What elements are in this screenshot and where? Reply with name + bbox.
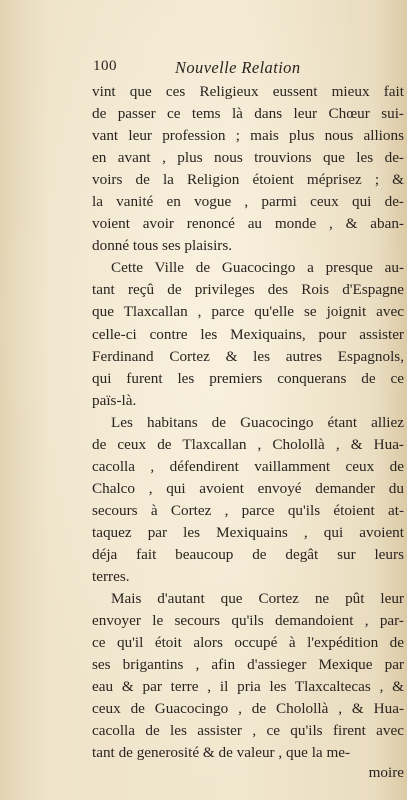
- text-line: Cette Ville de Guacocingo a presque au-: [111, 259, 404, 277]
- text-line: eau & par terre , il pria les Tlaxcaltecas , &: [92, 678, 404, 696]
- text-line: envoyer le secours qu'ils demandoient , par-: [92, 612, 404, 630]
- text-line: tant reçû de privileges des Rois d'Espagne: [92, 281, 404, 299]
- paragraph: [92, 81, 404, 257]
- paragraph: [92, 257, 404, 411]
- text-line: terres.: [92, 568, 130, 586]
- text-line: voient avoir renoncé au monde , & aban-: [92, 215, 404, 233]
- page-number: 100: [93, 58, 117, 74]
- text-line: que Tlaxcallan , parce qu'elle se joignit avec: [92, 303, 404, 321]
- text-line: ceux de Guacocingo , de Cholollà , & Hua-: [92, 700, 404, 718]
- text-line: celle-ci contre les Mexiquains, pour assister: [92, 325, 404, 343]
- text-line: Ferdinand Cortez & les autres Espagnols,: [92, 347, 404, 365]
- text-line: donné tous ses plaisirs.: [92, 237, 233, 255]
- text-line: païs-là.: [92, 391, 137, 409]
- text-line: qui furent les premiers conquerans de ce: [92, 369, 404, 387]
- text-line: voirs de la Religion étoient méprisez ; &: [92, 171, 404, 189]
- page-header: [93, 58, 383, 80]
- text-line: vant leur profession ; mais plus nous allions: [92, 127, 404, 145]
- running-title: Nouvelle Relation: [175, 58, 301, 77]
- text-line: de passer ce tems là dans leur Chœur sui-: [92, 105, 404, 123]
- text-line: déja fait beaucoup de degât sur leurs: [92, 545, 404, 563]
- text-line: secours à Cortez , parce qu'ils étoient at-: [92, 501, 404, 519]
- text-line: la vanité en vogue , parmi ceux qui de-: [92, 193, 404, 211]
- text-line: cacolla de les assister , ce qu'ils firent avec: [92, 722, 404, 740]
- text-line: Les habitans de Guacocingo étant alliez: [111, 413, 404, 431]
- body-text: [92, 81, 404, 786]
- text-line: Chalco , qui avoient envoyé demander du: [92, 479, 404, 497]
- text-line: taquez par les Mexiquains , qui avoient: [92, 523, 404, 541]
- text-line: en avant , plus nous trouvions que les de-: [92, 149, 404, 167]
- text-line: ce qu'il étoit alors occupé à l'expédition de: [92, 634, 404, 652]
- text-line: de ceux de Tlaxcallan , Cholollà , & Hua-: [92, 435, 404, 453]
- catchword-row: [92, 764, 404, 786]
- paragraph: [92, 588, 404, 764]
- text-line: Mais d'autant que Cortez ne pût leur: [111, 590, 404, 608]
- catchword: moire: [368, 764, 404, 782]
- text-line: cacolla , défendirent vaillamment ceux de: [92, 457, 404, 475]
- text-line: tant de generosité & de valeur , que la me-: [92, 744, 351, 762]
- paragraph: [92, 412, 404, 588]
- text-line: ses brigantins , afin d'assieger Mexique par: [92, 656, 404, 674]
- text-line: vint que ces Religieux eussent mieux fait: [92, 83, 404, 100]
